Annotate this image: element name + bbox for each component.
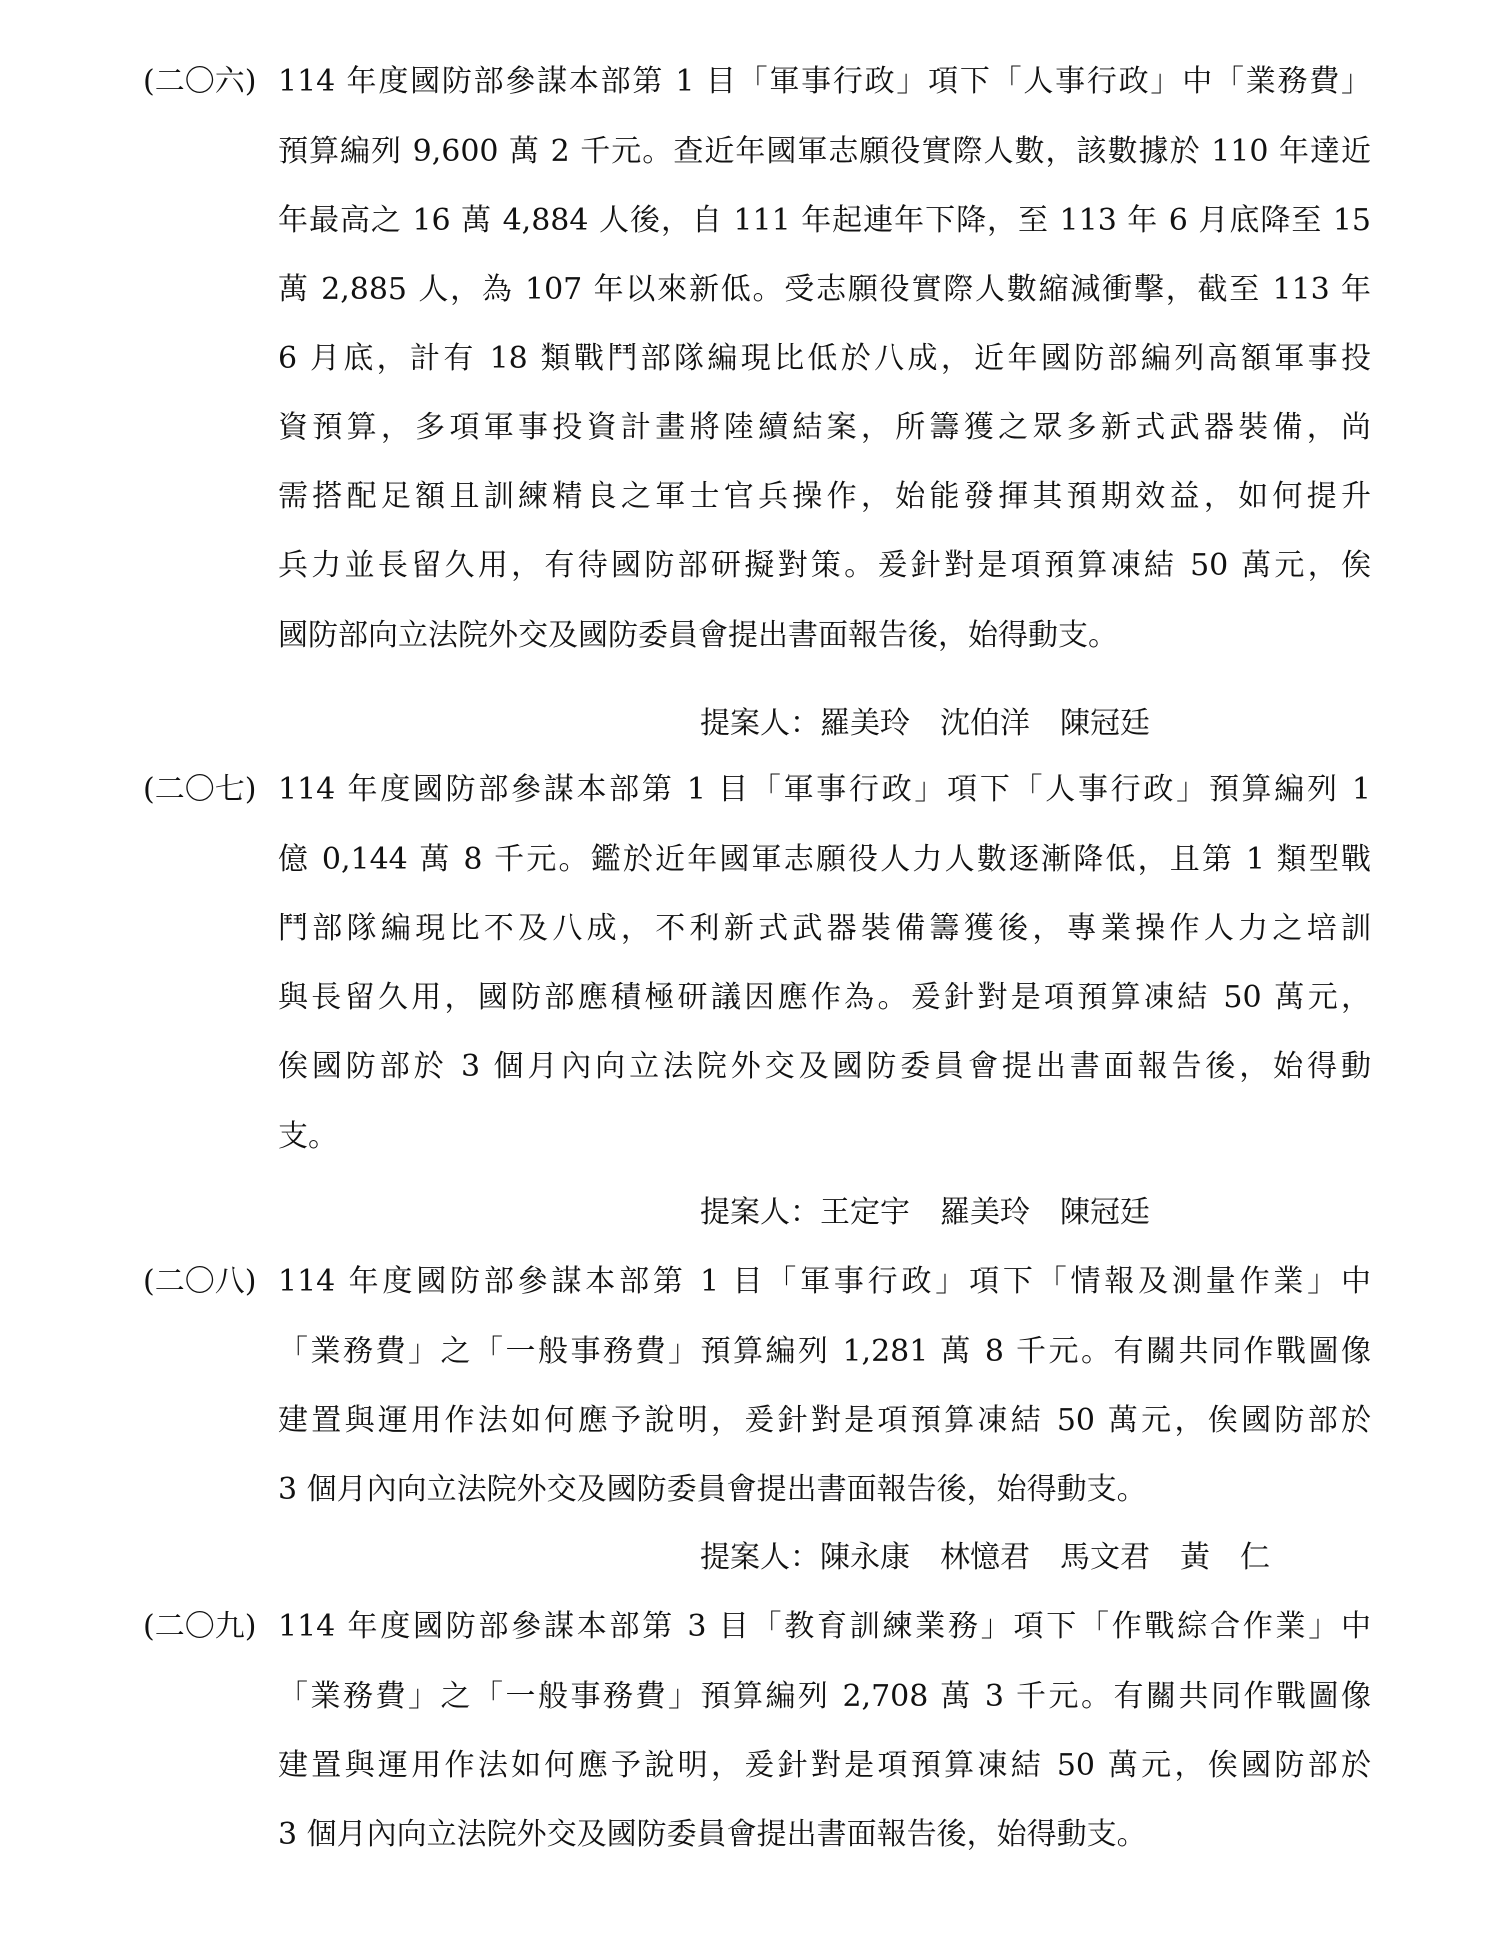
item-number: (二〇九) [143,1609,257,1644]
proposer-line: 提案人：王定宇 羅美玲 陳冠廷 [700,1195,1150,1230]
item-text-line: 資預算，多項軍事投資計畫將陸續結案，所籌獲之眾多新式武器裝備，尚 [278,410,1371,445]
item-text-line: 需搭配足額且訓練精良之軍士官兵操作，始能發揮其預期效益，如何提升 [278,479,1371,514]
item-number: (二〇八) [143,1264,257,1299]
proposer-line: 提案人：陳永康 林憶君 馬文君 黃 仁 [700,1540,1270,1575]
item-text-line: 114 年度國防部參謀本部第 1 目「軍事行政」項下「人事行政」中「業務費」 [278,64,1371,99]
item-text-line: 「業務費」之「一般事務費」預算編列 1,281 萬 8 千元。有關共同作戰圖像 [278,1334,1371,1369]
item-text-line: 114 年度國防部參謀本部第 1 目「軍事行政」項下「情報及測量作業」中 [278,1264,1371,1299]
item-text-line: 與長留久用，國防部應積極研議因應作為。爰針對是項預算凍結 50 萬元， [278,980,1371,1015]
item-text-line: 年最高之 16 萬 4,884 人後，自 111 年起連年下降，至 113 年 6 月底降至 15 [278,203,1371,238]
item-text-line: 萬 2,885 人，為 107 年以來新低。受志願役實際人數縮減衝擊，截至 113 年 [278,272,1371,307]
item-text-line: 3 個月內向立法院外交及國防委員會提出書面報告後，始得動支。 [278,1817,1147,1852]
proposer-line: 提案人：羅美玲 沈伯洋 陳冠廷 [700,706,1150,741]
item-text-line: 114 年度國防部參謀本部第 3 目「教育訓練業務」項下「作戰綜合作業」中 [278,1609,1371,1644]
item-text-line: 俟國防部於 3 個月內向立法院外交及國防委員會提出書面報告後，始得動 [278,1049,1371,1084]
item-text-line: 建置與運用作法如何應予說明，爰針對是項預算凍結 50 萬元，俟國防部於 [278,1403,1371,1438]
item-text-line: 3 個月內向立法院外交及國防委員會提出書面報告後，始得動支。 [278,1472,1147,1507]
item-text-line: 億 0,144 萬 8 千元。鑑於近年國軍志願役人力人數逐漸降低，且第 1 類型戰 [278,842,1371,877]
item-text-line: 國防部向立法院外交及國防委員會提出書面報告後，始得動支。 [278,618,1118,653]
item-text-line: 114 年度國防部參謀本部第 1 目「軍事行政」項下「人事行政」預算編列 1 [278,772,1371,807]
item-number: (二〇七) [143,772,257,807]
item-text-line: 兵力並長留久用，有待國防部研擬對策。爰針對是項預算凍結 50 萬元，俟 [278,548,1371,583]
item-text-line: 「業務費」之「一般事務費」預算編列 2,708 萬 3 千元。有關共同作戰圖像 [278,1679,1371,1714]
item-text-line: 預算編列 9,600 萬 2 千元。查近年國軍志願役實際人數，該數據於 110 年達近 [278,134,1371,169]
item-text-line: 建置與運用作法如何應予說明，爰針對是項預算凍結 50 萬元，俟國防部於 [278,1748,1371,1783]
item-text-line: 支。 [278,1119,338,1154]
item-number: (二〇六) [143,64,257,99]
item-text-line: 鬥部隊編現比不及八成，不利新式武器裝備籌獲後，專業操作人力之培訓 [278,911,1371,946]
item-text-line: 6 月底，計有 18 類戰鬥部隊編現比低於八成，近年國防部編列高額軍事投 [278,341,1371,376]
